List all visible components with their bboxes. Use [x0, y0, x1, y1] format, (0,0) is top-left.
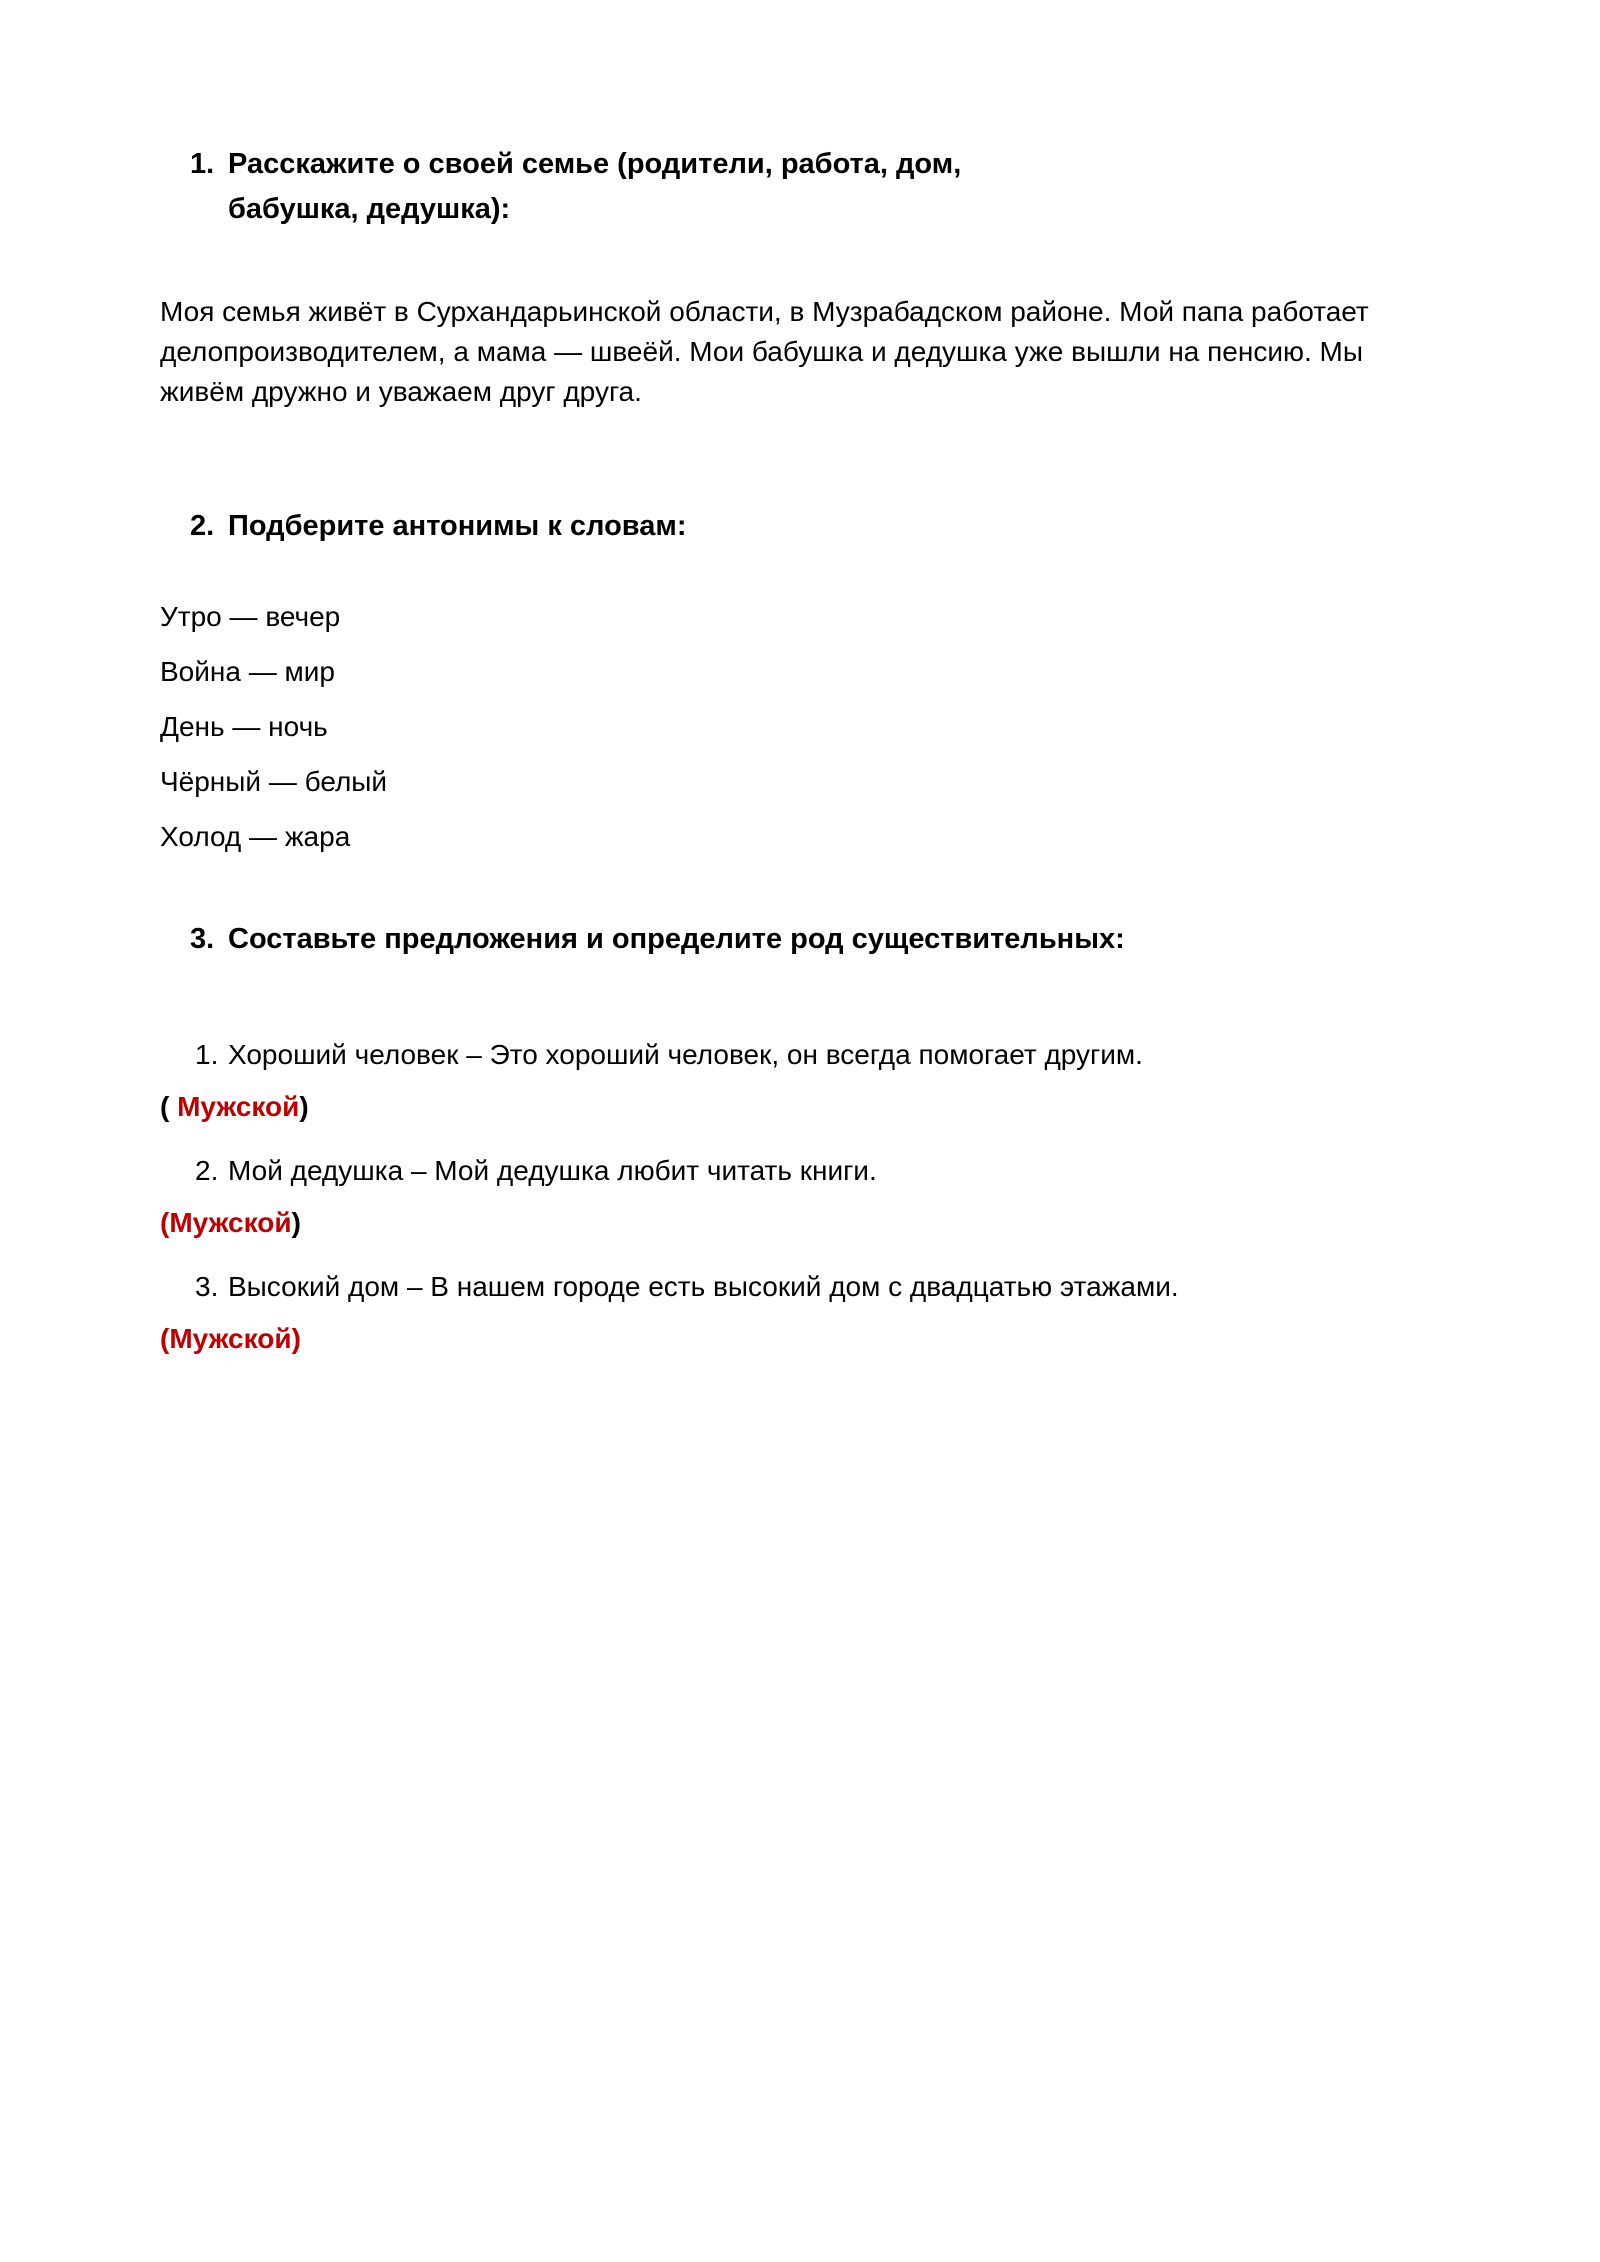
antonym-pair: Война — мир [160, 656, 335, 687]
list-item-text: Хороший человек – Это хороший человек, он всегда помогает другим. [228, 1039, 1143, 1070]
list-item-number: 1. [195, 1039, 219, 1070]
section-1-number: 1. [190, 148, 215, 180]
gender-segment: Мужской [169, 1323, 292, 1354]
antonym-list [160, 597, 1440, 857]
antonym-pair: Чёрный — белый [160, 766, 388, 797]
family-paragraph: Моя семья живёт в Сурхандарьинской области, в Музрабадском районе. Мой папа работает делопроизводителем, а мама — швеёй. Мои бабушка и дедушка уже вышли на пенсию. Мы живём дружно и уважаем друг друга. [160, 296, 1369, 407]
section-1-heading [190, 142, 1440, 232]
gender-segment: ) [299, 1091, 309, 1122]
gender-segment: ) [291, 1207, 301, 1238]
gender-segment: ( [160, 1323, 170, 1354]
section-3-number: 3. [190, 923, 215, 955]
gender-segment: Мужской [177, 1091, 300, 1122]
list-item [195, 1034, 1440, 1076]
antonym-pair: Холод — жара [160, 821, 351, 852]
section-2-heading [190, 504, 1440, 549]
list-item [195, 1150, 1440, 1192]
gender-annotation [160, 1202, 1440, 1244]
antonym-pair: День — ночь [160, 711, 328, 742]
list-item [195, 1266, 1440, 1308]
gender-segment: Мужской [169, 1207, 292, 1238]
gender-segment: ( [160, 1091, 178, 1122]
section-3-title: Составьте предложения и определите род существительных: [228, 923, 1125, 955]
list-item-text: Высокий дом – В нашем городе есть высокий дом с двадцатью этажами. [228, 1271, 1179, 1302]
section-2-title: Подберите антонимы к словам: [228, 510, 687, 542]
gender-annotation [160, 1318, 1440, 1360]
antonym-pair: Утро — вечер [160, 601, 341, 632]
gender-segment: ( [160, 1207, 170, 1238]
section-1-title: Расскажите о своей семье (родители, работа, дом, бабушка, дедушка): [228, 148, 962, 225]
section-2-number: 2. [190, 510, 215, 542]
section-3-heading [190, 917, 1440, 962]
list-item-number: 3. [195, 1271, 219, 1302]
list-item-text: Мой дедушка – Мой дедушка любит читать книги. [228, 1155, 877, 1186]
gender-annotation [160, 1086, 1440, 1128]
sentence-list [160, 1034, 1440, 1360]
list-item-number: 2. [195, 1155, 219, 1186]
gender-segment: ) [291, 1323, 301, 1354]
